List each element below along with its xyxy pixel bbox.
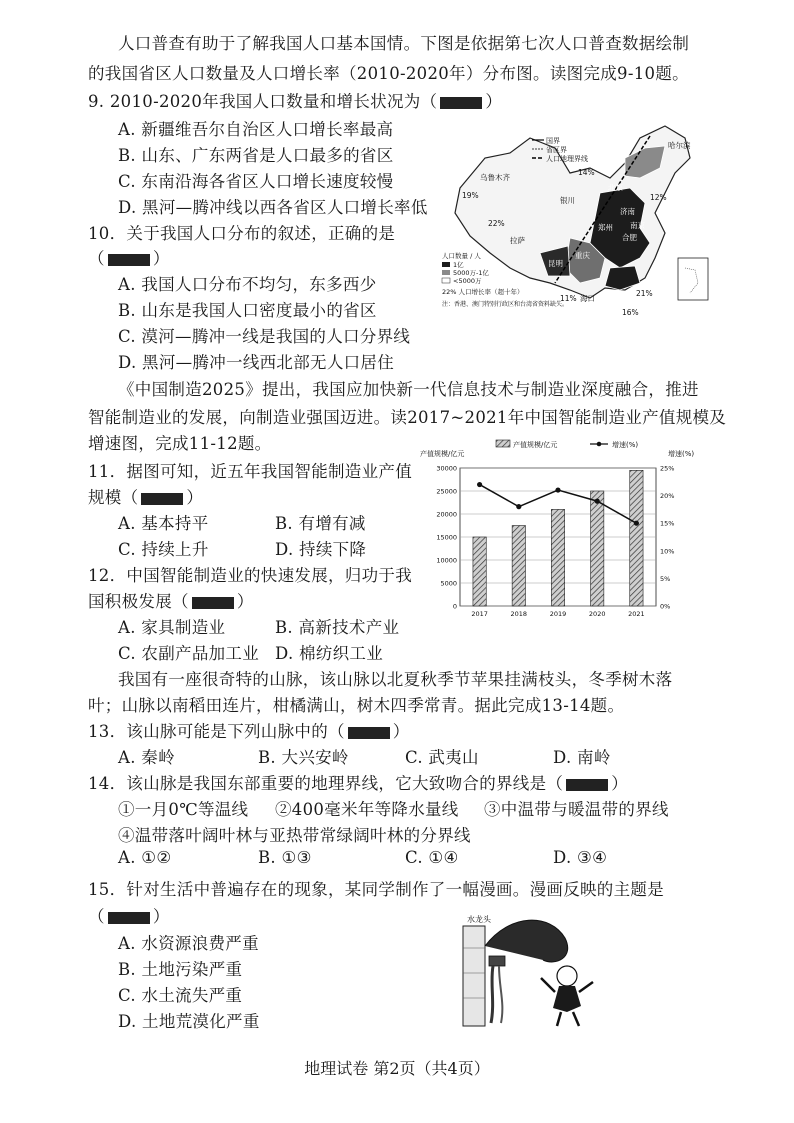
map-label: 重庆 xyxy=(575,251,590,260)
x-tick: 2017 xyxy=(471,610,488,618)
y-tick-right: 15% xyxy=(660,519,675,528)
intro3-line2: 叶；山脉以南稻田连片，柑橘满山，树木四季常青。据此完成13-14题。 xyxy=(88,696,625,715)
water-tap-cartoon xyxy=(455,908,610,1030)
map-label: 14% xyxy=(578,168,595,177)
map-label: 11% xyxy=(560,294,577,303)
map-label: 拉萨 xyxy=(510,236,525,245)
q11-option-b: B. 有增有减 xyxy=(275,514,366,533)
q12-option-a: A. 家具制造业 xyxy=(118,618,226,637)
x-tick: 2019 xyxy=(549,610,567,618)
map-label: 16% xyxy=(622,308,639,317)
q13-option-a: A. 秦岭 xyxy=(118,748,175,767)
q10-option-c: C. 漠河—腾冲一线是我国的人口分界线 xyxy=(118,327,411,346)
intro2-line3: 增速图，完成11-12题。 xyxy=(88,434,272,453)
y-tick-right: 20% xyxy=(660,492,675,501)
map-label: 21% xyxy=(636,289,653,298)
y-tick-left: 15000 xyxy=(436,533,457,542)
q14-option-d: D. ③④ xyxy=(553,848,608,867)
x-tick: 2021 xyxy=(628,610,645,618)
map-label: 12% xyxy=(650,193,667,202)
q12-option-d: D. 棉纺织工业 xyxy=(275,644,384,663)
map-label: 合肥 xyxy=(622,233,637,242)
south-china-sea-inset xyxy=(678,258,708,300)
growth-point-2018 xyxy=(516,504,521,509)
q14-item-2: ②400毫米年等降水量线 xyxy=(275,800,459,819)
q13-stem: 13．该山脉可能是下列山脉中的（ ） xyxy=(88,722,410,741)
y-tick-left: 25000 xyxy=(436,487,457,496)
map-label: 济南 xyxy=(620,207,635,216)
growth-point-2019 xyxy=(555,487,560,492)
y-tick-right: 0% xyxy=(660,602,671,611)
y-tick-left: 30000 xyxy=(436,464,457,473)
q9-stem: 9. 2010-2020年我国人口数量和增长状况为（ ） xyxy=(88,92,503,111)
q9-option-d: D. 黑河—腾冲线以西各省区人口增长率低 xyxy=(118,198,428,217)
q10-option-a: A. 我国人口分布不均匀，东多西少 xyxy=(118,275,377,294)
map-label: 郑州 xyxy=(598,223,613,232)
map-legend-pop-title: 人口数量 / 人 xyxy=(442,252,481,260)
cartoon-label: 水龙头 xyxy=(467,915,491,924)
growth-point-2021 xyxy=(634,521,639,526)
y-tick-left: 0 xyxy=(452,602,457,611)
q12-option-c: C. 农副产品加工业 xyxy=(118,644,260,663)
answer-blank xyxy=(192,597,234,609)
bar-2018 xyxy=(512,526,525,607)
map-label: 19% xyxy=(462,191,479,200)
q10-stem: 10．关于我国人口分布的叙述，正确的是 xyxy=(88,224,396,243)
map-label: 乌鲁木齐 xyxy=(480,173,510,182)
map-note: 注：香港、澳门特别行政区和台湾省资料缺失。 xyxy=(442,301,569,308)
x-tick: 2020 xyxy=(588,610,606,618)
china-population-map xyxy=(440,118,720,318)
legend-bar-swatch xyxy=(496,440,510,447)
q9-option-c: C. 东南沿海各省区人口增长速度较慢 xyxy=(118,172,394,191)
intro2-line1: 《中国制造2025》提出，我国应加快新一代信息技术与制造业深度融合，推进 xyxy=(118,380,699,399)
y-tick-left: 5000 xyxy=(440,579,457,588)
q15-option-b: B. 土地污染严重 xyxy=(118,960,243,979)
q13-option-d: D. 南岭 xyxy=(553,748,611,767)
y-tick-right: 10% xyxy=(660,547,675,556)
chart-ylabel-right: 增速(%) xyxy=(668,450,695,458)
q14-option-b: B. ①③ xyxy=(258,848,312,867)
manufacturing-chart xyxy=(420,438,698,628)
y-tick-right: 5% xyxy=(660,574,671,583)
q14-item-4: ④温带落叶阔叶林与亚热带常绿阔叶林的分界线 xyxy=(118,826,471,845)
map-label: 哈尔滨 xyxy=(668,141,691,150)
q15-option-c: C. 水土流失严重 xyxy=(118,986,243,1005)
intro2-line2: 智能制造业的发展，向制造业强国迈进。读2017~2021年中国智能制造业产值规模及 xyxy=(88,408,727,427)
q12-option-b: B. 高新技术产业 xyxy=(275,618,400,637)
intro1-line2: 的我国省区人口数量及人口增长率（2010-2020年）分布图。读图完成9-10题。 xyxy=(88,64,689,83)
y-tick-right: 25% xyxy=(660,464,675,473)
y-tick-left: 20000 xyxy=(436,510,457,519)
answer-blank xyxy=(348,727,390,739)
q11-option-d: D. 持续下降 xyxy=(275,540,367,559)
bar-2017 xyxy=(473,537,486,606)
intro1-line1: 人口普查有助于了解我国人口基本国情。下图是依据第七次人口普查数据绘制 xyxy=(118,34,690,53)
q11-option-c: C. 持续上升 xyxy=(118,540,209,559)
bar-2021 xyxy=(630,470,643,606)
q13-option-b: B. 大兴安岭 xyxy=(258,748,349,767)
q11-stem-2: 规模（ ） xyxy=(88,488,204,507)
page-footer: 地理试卷 第2页（共4页） xyxy=(304,1059,490,1078)
q9-option-b: B. 山东、广东两省是人口最多的省区 xyxy=(118,146,394,165)
q10-option-b: B. 山东是我国人口密度最小的省区 xyxy=(118,301,377,320)
q15-stem: 15．针对生活中普遍存在的现象，某同学制作了一幅漫画。漫画反映的主题是 xyxy=(88,880,664,899)
chart-ylabel-left: 产值规模/亿元 xyxy=(420,450,465,458)
map-legend-pop-1: 1亿 xyxy=(453,261,464,269)
q9-option-a: A. 新疆维吾尔自治区人口增长率最高 xyxy=(118,120,394,139)
answer-blank xyxy=(141,493,183,505)
growth-point-2020 xyxy=(595,499,600,504)
map-legend-pop-2: 5000万-1亿 xyxy=(453,269,490,277)
answer-blank xyxy=(440,97,482,109)
q11-option-a: A. 基本持平 xyxy=(118,514,209,533)
map-legend-rate: 22% 人口增长率（超十年） xyxy=(442,288,524,296)
bar-2019 xyxy=(551,509,564,606)
map-legend-pop-3: <5000万 xyxy=(453,277,482,285)
growth-point-2017 xyxy=(477,482,482,487)
map-legend-province: 省区界 xyxy=(546,146,567,154)
q14-item-3: ③中温带与暖温带的界线 xyxy=(484,800,669,819)
q11-stem: 11．据图可知，近五年我国智能制造业产值 xyxy=(88,462,412,481)
q15-option-a: A. 水资源浪费严重 xyxy=(118,934,259,953)
answer-blank xyxy=(108,912,150,924)
q13-option-c: C. 武夷山 xyxy=(405,748,479,767)
answer-blank xyxy=(108,254,150,266)
q14-stem: 14．该山脉是我国东部重要的地理界线，它大致吻合的界线是（ ） xyxy=(88,774,629,793)
map-label: 北京 xyxy=(608,183,623,192)
q15-option-d: D. 土地荒漠化严重 xyxy=(118,1012,260,1031)
q10-option-d: D. 黑河—腾冲一线西北部无人口居住 xyxy=(118,353,395,372)
map-label: 昆明 xyxy=(548,259,563,268)
map-legend-border: 国界 xyxy=(546,137,560,145)
q14-item-1: ①一月0℃等温线 xyxy=(118,800,249,819)
map-legend-popline: 人口地理界线 xyxy=(546,155,588,163)
q15-stem-blank: （ ） xyxy=(88,907,170,926)
map-label: 22% xyxy=(488,219,505,228)
bar-2020 xyxy=(591,491,604,606)
answer-blank xyxy=(566,779,608,791)
q14-option-a: A. ①② xyxy=(118,848,172,867)
q14-option-c: C. ①④ xyxy=(405,848,459,867)
q12-stem-2: 国积极发展（ ） xyxy=(88,592,254,611)
map-label: 银川 xyxy=(560,196,575,205)
map-label: 南京 xyxy=(630,221,645,230)
q12-stem: 12．中国智能制造业的快速发展，归功于我 xyxy=(88,566,412,585)
x-tick: 2018 xyxy=(510,610,528,618)
intro3-line1: 我国有一座很奇特的山脉，该山脉以北夏秋季节苹果挂满枝头，冬季树木落 xyxy=(118,670,673,689)
map-label: 海口 xyxy=(580,294,595,303)
y-tick-left: 10000 xyxy=(436,556,457,565)
q10-stem-blank: （ ） xyxy=(88,249,170,268)
legend-line-label: 增速(%) xyxy=(612,441,639,449)
legend-bar-label: 产值规模/亿元 xyxy=(513,441,558,449)
